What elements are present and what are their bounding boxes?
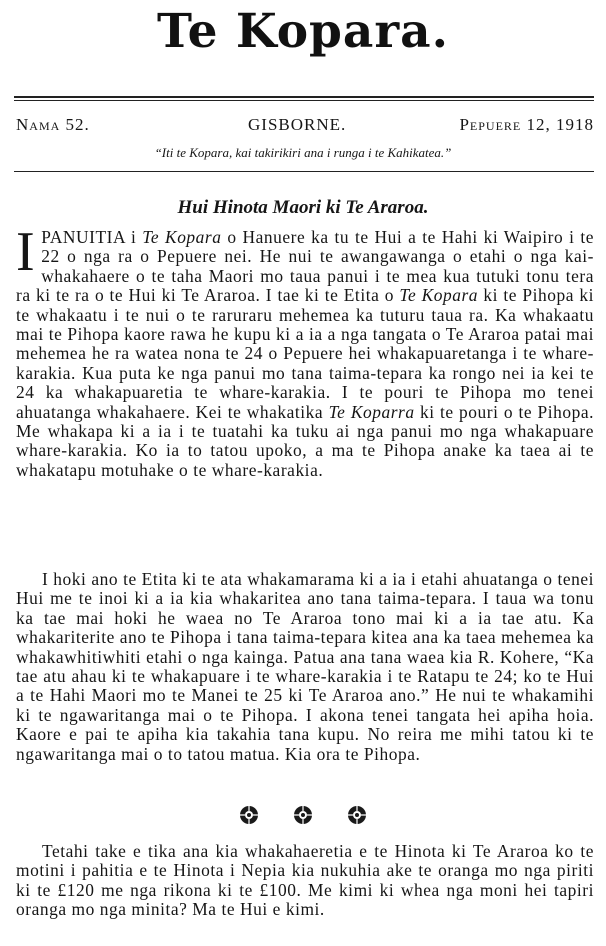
place-name: GISBORNE.: [248, 115, 347, 134]
article-paragraph-2: I hoki ano te Etita ki te ata whakamarama ki a ia i etahi ahuatanga o tenei Hui me te inoi ki a ia kia whakaritea ano tana taima-tepara. I taua wa tonu ka tae mai hoki he waea no Te Araroa tono mai ki a ia tae atu. Ka whakariterite ano te Pihopa i tana taima-tepara kitea ana ka taea mehemea ka whakawhitiwhiti etahi o nga kainga. Patua ana tana waea kia R. Kohere, “Ka tae atu ahau ki te whakapuare i te whare-karakia i te Ratapu te 24; ko te Hui a te Hahi Maori mo te Manei te 25 ki Te Araroa ano.” He nui te whakamihi ki te ngawaritanga mai o te Pihopa. I akona tenei tangata hei apiha hoia. Kaore e pai te apiha kia takahia tana kupu. No reira me mihi tatou ki te ngawaritanga mai o to tatou matua. Kia ora te Pihopa.: [16, 569, 594, 764]
article-headline: Hui Hinota Maori ki Te Araroa.: [177, 197, 429, 218]
paper-name-ref: Te Koparra: [328, 401, 415, 422]
ornament-divider: [0, 804, 606, 826]
motto: “Iti te Kopara, kai takirikiri ana i runga i te Kahikatea.”: [154, 145, 452, 160]
flower-ornament-icon: [292, 804, 314, 826]
masthead-rule-top: [14, 96, 594, 98]
drop-cap: I: [16, 221, 36, 283]
paper-name-ref: Te Kopara: [399, 285, 479, 306]
article-paragraph-1: [16, 221, 594, 480]
issue-date: Pepuere 12, 1918: [459, 115, 594, 134]
paragraph-1-text: ki te pouri o te Pihopa. Me whakapa ki a ia i te tuatahi ka tuku ai nga panui mo nga whakapuare whare-karakia. Ko ia to tatou upoko, a ma te Pihopa anake ka taea ai te whakatapu motuhake o te whare-karakia.: [16, 401, 594, 480]
header-divider: [14, 171, 594, 172]
paragraph-1-text: PANUITIA i: [41, 227, 143, 247]
flower-ornament-icon: [238, 804, 260, 826]
paragraph-1-text: o Hanuere ka tu te Hui a te Hahi ki Waipiro i te 22 o nga ra o Pepuere nei. He nui te awangawanga o etahi o nga kai-whakahaere o te taha Maori mo taua panui i te mea kua tutuki tonu tera ra ki te ra o te Hui ki Te Araroa. I tae ki te Etita o: [16, 227, 594, 306]
paragraph-1-text: ki te Pihopa ki te whakaatu i te nui o te raruraru mehemea ka tuturu taua ra. Ka whakaatu mai te Pihopa kaore rawa he kupu ki a ia a nga tangata o Te Araroa patai mai mehemea he ra watea nona te 24 o Pepuere hei whakapuaretanga i te whare-karakia. Kua puta ke nga panui mo tana taima-tepara ka rongo nei ia kei te 24 ka whakapuaretia te whare-karakia. I te pouri te Pihopa mo tenei ahuatanga whakahaere. Kei te whakatika: [16, 285, 594, 422]
masthead-rule-bottom: [14, 100, 594, 101]
paper-name-ref: Te Kopara: [142, 227, 222, 247]
masthead-title: Te Kopara.: [157, 4, 449, 59]
article-paragraph-3: Tetahi take e tika ana kia whakahaeretia e te Hinota ki Te Araroa ko te motini i pahitia e te Hinota i Nepia kia nukuhia ake te oranga mo nga piriti ki te £120 me nga rikona ki te £100. Me kimi ki whea nga moni hei tapiri oranga mo nga minita? Ma te Hui e kimi.: [16, 841, 594, 920]
flower-ornament-icon: [346, 804, 368, 826]
issue-number: Nama 52.: [16, 115, 90, 134]
